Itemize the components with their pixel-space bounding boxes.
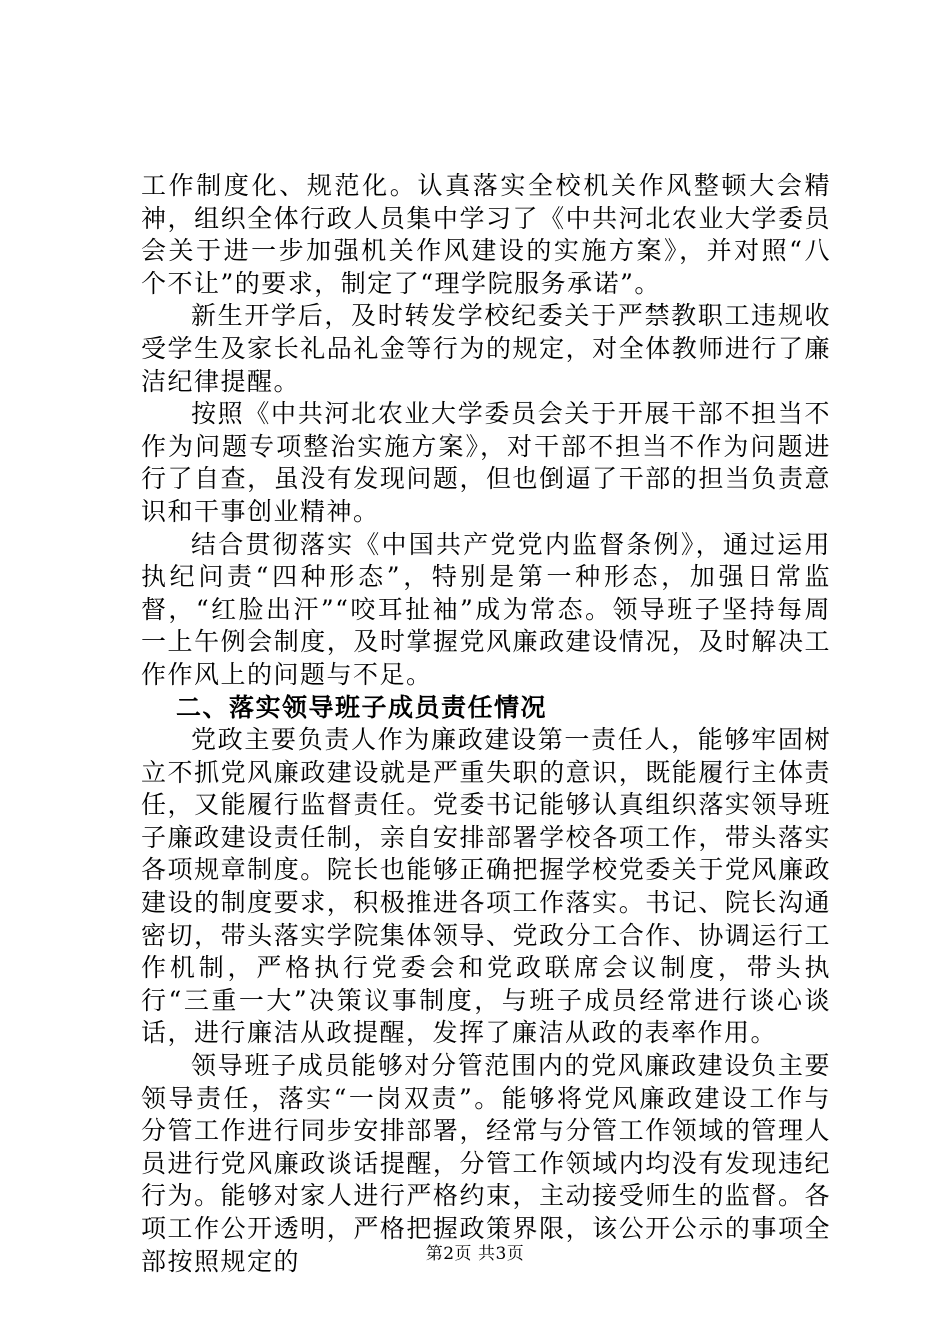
body-paragraph: 按照《中共河北农业大学委员会关于开展干部不担当不作为问题专项整治实施方案》，对干部不担当不作为问题进行了自查，虽没有发现问题，但也倒逼了干部的担当负责意识和干事创业精神。 xyxy=(141,399,831,526)
body-paragraph: 工作制度化、规范化。认真落实全校机关作风整顿大会精神，组织全体行政人员集中学习了《中共河北农业大学委员会关于进一步加强机关作风建设的实施方案》，并对照“八个不让”的要求，制定了“理学院服务承诺”。 xyxy=(141,171,831,298)
section-heading: 二、落实领导班子成员责任情况 xyxy=(176,692,548,722)
body-paragraph: 新生开学后，及时转发学校纪委关于严禁教职工违规收受学生及家长礼品礼金等行为的规定，对全体教师进行了廉洁纪律提醒。 xyxy=(141,301,831,396)
body-paragraph: 党政主要负责人作为廉政建设第一责任人，能够牢固树立不抓党风廉政建设就是严重失职的意识，既能履行主体责任，又能履行监督责任。党委书记能够认真组织落实领导班子廉政建设责任制，亲自安排部署学校各项工作，带头落实各项规章制度。院长也能够正确把握学校党委关于党风廉政建设的制度要求，积极推进各项工作落实。书记、院长沟通密切，带头落实学院集体领导、党政分工合作、协调运行工作机制，严格执行党委会和党政联席会议制度，带头执行“三重一大”决策议事制度，与班子成员经常进行谈心谈话，进行廉洁从政提醒，发挥了廉洁从政的表率作用。 xyxy=(141,725,831,1048)
body-paragraph: 结合贯彻落实《中国共产党党内监督条例》，通过运用执纪问责“四种形态”，特别是第一种形态，加强日常监督，“红脸出汗”“咬耳扯袖”成为常态。领导班子坚持每周一上午例会制度，及时掌握党风廉政建设情况，及时解决工作作风上的问题与不足。 xyxy=(141,529,831,689)
body-paragraph: 领导班子成员能够对分管范围内的党风廉政建设负主要领导责任，落实“一岗双责”。能够将党风廉政建设工作与分管工作进行同步安排部署，经常与分管工作领域的管理人员进行党风廉政谈话提醒，分管工作领域内均没有发现违纪行为。能够对家人进行严格约束，主动接受师生的监督。各项工作公开透明，严格把握政策界限，该公开公示的事项全部按照规定的 xyxy=(141,1051,831,1276)
page-number-footer: 第2页 共3页 xyxy=(425,1244,525,1264)
document-body xyxy=(141,170,831,1278)
